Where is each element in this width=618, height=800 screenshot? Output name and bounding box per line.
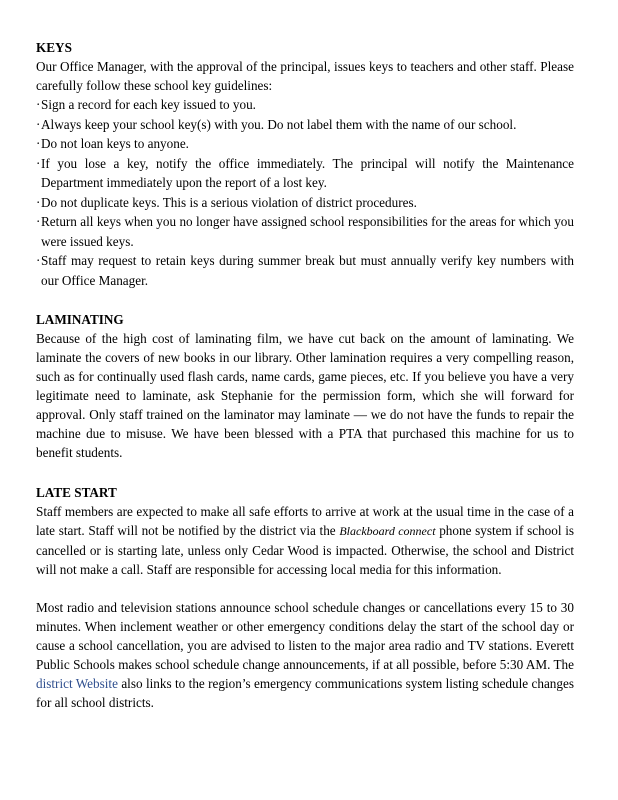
bullet-icon: ·: [36, 155, 41, 171]
bullet-icon: ·: [36, 116, 41, 132]
laminating-section: [36, 310, 574, 462]
bullet-icon: ·: [36, 253, 41, 268]
keys-heading: KEYS: [36, 40, 72, 55]
district-website-link[interactable]: district Website: [36, 676, 118, 691]
bullet-icon: ·: [36, 136, 41, 151]
late-start-section: [36, 483, 574, 712]
bullet-icon: ·: [36, 194, 41, 210]
keys-guideline-item: · Always keep your school key(s) with you. Do not label them with the name of our school.: [36, 115, 574, 135]
keys-guideline-item: · If you lose a key, notify the office immediately. The principal will notify the Maintenance Department immediately upon the report of a lost key.: [36, 155, 574, 190]
keys-guideline-item: · Staff may request to retain keys during summer break but must annually verify key numbers with our Office Manager.: [36, 253, 574, 288]
bullet-icon: ·: [36, 214, 41, 229]
keys-intro: Our Office Manager, with the approval of the principal, issues keys to teachers and other staff. Please carefully follow these school key guidelines:: [36, 59, 574, 93]
keys-guideline-item: · Do not duplicate keys. This is a serious violation of district procedures.: [36, 193, 574, 213]
late-start-heading: LATE START: [36, 485, 117, 500]
keys-guideline-item: · Sign a record for each key issued to you.: [36, 95, 574, 115]
keys-guideline-item: · Return all keys when you no longer have assigned school responsibilities for the areas for which you were issued keys.: [36, 214, 574, 249]
keys-section: [36, 38, 574, 290]
laminating-heading: LAMINATING: [36, 312, 124, 327]
bullet-icon: ·: [36, 97, 41, 112]
laminating-body: Because of the high cost of laminating film, we have cut back on the amount of laminating. We laminate the covers of new books in our library. Other lamination requires a very compelling reason, such as for continually used flash cards, name cards, game pieces, etc. If you believe you have a very legitimate need to laminate, ask Stephanie for the permission form, which she will forward for approval. Only staff trained on the laminator may laminate — we do not have the funds to repair the machine due to misuse. We have been blessed with a PTA that purchased this machine for us to benefit students.: [36, 331, 574, 460]
late-start-paragraph-2: Most radio and television stations announce school schedule changes or cancellations every 15 to 30 minutes. When inclement weather or other emergency conditions delay the start of the school day or cause a school cancellation, you are advised to listen to the major area radio and TV stations. Everett Public Schools makes school schedule change announcements, if at all possible, before 5:30 AM. The district Website also links to the region’s emergency communications system listing schedule changes for all school districts.: [36, 600, 574, 710]
blackboard-connect-name: Blackboard connect: [339, 524, 436, 538]
keys-guidelines-list: [36, 95, 574, 290]
late-start-paragraph-1: Staff members are expected to make all safe efforts to arrive at work at the usual time in the case of a late start. Staff will not be notified by the district via the Blackboard connect phone system if school is cancelled or is starting late, unless only Cedar Wood is impacted. Otherwise, the school and District will not make a call. Staff are responsible for accessing local media for this information.: [36, 504, 574, 577]
keys-guideline-item: · Do not loan keys to anyone.: [36, 134, 574, 154]
